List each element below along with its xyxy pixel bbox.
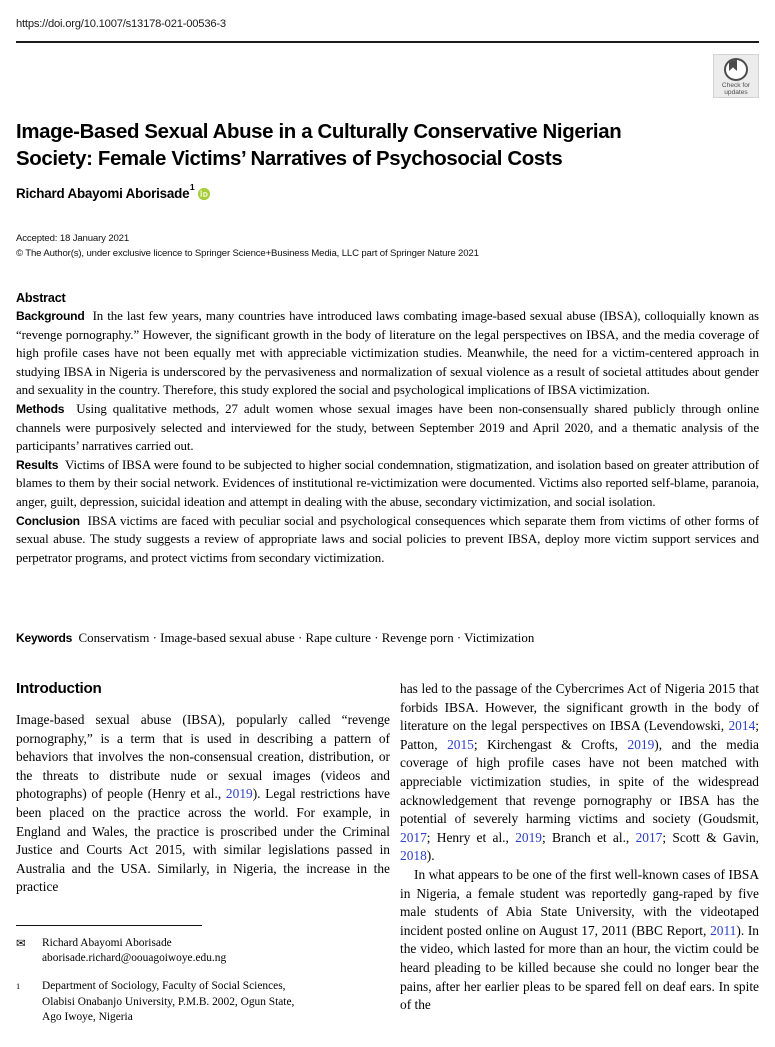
footnote-divider xyxy=(16,925,202,926)
crossmark-label-line2: updates xyxy=(724,89,748,97)
affiliation-line-1: Department of Sociology, Faculty of Social Sciences, xyxy=(42,980,286,993)
rc-text-3: ; Kirchengast & Crofts, xyxy=(473,736,628,752)
citation-henry-etal-2019[interactable]: 2019 xyxy=(515,829,542,845)
rc-text-7: ; Scott & Gavin, xyxy=(662,829,759,845)
abstract-text-methods: Using qualitative methods, 27 adult women whose sexual images have been non-consensually shared publicly through online channels were purposively selected and interviewed for the study, between September 2019 and April 2020, and a thematic analysis of the participants’ narratives carried out. xyxy=(16,401,760,454)
author-affiliation-marker: 1 xyxy=(189,182,195,192)
rc-text-4: ), and the media coverage of high profile cases have not been matched with appreciable victimization studies, in spite of the widespread acknowledgement that revenge pornography or IBSA has the potential of severely harming victims and society (Goudsmit, xyxy=(400,736,760,827)
rc-text-6: ; Branch et al., xyxy=(541,829,636,845)
introduction-heading: Introduction xyxy=(16,680,102,697)
corresponding-author-email[interactable]: aborisade.richard@oouagoiwoye.edu.ng xyxy=(42,952,227,965)
affiliation-line-2: Olabisi Onabanjo University, P.M.B. 2002, Ogun State, xyxy=(42,995,295,1008)
citation-goudsmit-2017[interactable]: 2017 xyxy=(400,829,427,845)
corresponding-author-name: Richard Abayomi Aborisade xyxy=(42,937,172,949)
affiliation-marker: 1 xyxy=(16,982,21,992)
envelope-icon: ✉ xyxy=(16,937,26,950)
footnote-block xyxy=(16,925,390,1025)
citation-branch-etal-2017[interactable]: 2017 xyxy=(635,829,663,845)
citation-bbc-report-2011[interactable]: 2011 xyxy=(710,922,737,938)
author-list xyxy=(16,182,210,201)
affiliation-line-3: Ago Iwoye, Nigeria xyxy=(42,1010,133,1023)
copyright-line: © The Author(s), under exclusive licence to Springer Science+Business Media, LLC part of Springer Nature 2021 xyxy=(16,248,479,259)
crossmark-label-line1: Check for xyxy=(721,81,751,89)
intro-text-part1: Image-based sexual abuse (IBSA), popularly called “revenge pornography,” is a term that is used in describing a pattern of behaviors that involves the non-consensual creation, distribution, or the threats to distribute nude or sexual images (videos and photographs) of people (Henry et al., xyxy=(16,712,390,802)
rc-text-1: has led to the passage of the Cybercrimes Act of Nigeria 2015 that forbids IBSA. However, the significant growth in the body of literature on the legal perspectives on IBSA (Levendowski, xyxy=(400,681,759,734)
abstract-label-results: Results xyxy=(16,457,59,472)
doi-link[interactable]: https://doi.org/10.1007/s13178-021-00536-3 xyxy=(16,18,226,30)
rc2-text-2: ). In the video, which lasted for more than an hour, the victim could be heard pleading to be killed because she could no longer bear the pains, after her earlier pleas to be spared fell on deaf ears. In spite of the xyxy=(400,922,759,1013)
intro-text-part2: ). Legal restrictions have been placed on the practice across the world. For example, in England and Wales, the practice is proscribed under the Criminal Justice and Courts Act 2015, with similar legislations passed in Australia and the USA. Similarly, in Nigeria, the increase in the practice xyxy=(16,786,390,895)
abstract-text-results: Victims of IBSA were found to be subjected to higher social condemnation, stigmatization, and isolation based on greater attribution of blames to them by their social network. Evidences of institutional re-victimization were documented. Victims also reported self-blame, paranoia, anger, guilt, depression, suicidal ideation and attempt in dealing with the abuse, secondary victimization, and social isolation. xyxy=(16,457,759,509)
abstract-paragraph-background xyxy=(16,307,759,400)
abstract-paragraph-methods xyxy=(16,400,759,456)
abstract-text-background: In the last few years, many countries have introduced laws combating image-based sexual abuse (IBSA), colloquially known as “revenge pornography.” However, the significant growth in the body of literature on the legal perspectives on IBSA, and the media coverage of high profile cases have not been equally met with appreciable victimization studies. Meanwhile, the need for a victim-centered approach in studying IBSA in Nigeria is underscored by the pervasiveness and normalization of sexual violence as a result of societal attitudes about gender and sexuality in the country. Therefore, this study explored the social and psychological implications of IBSA victimization. xyxy=(16,309,759,398)
abstract-label-conclusion: Conclusion xyxy=(16,513,80,528)
citation-scott-gavin-2018[interactable]: 2018 xyxy=(400,848,427,864)
crossmark-badge[interactable] xyxy=(713,54,759,98)
intro-paragraph-2 xyxy=(400,680,759,866)
abstract-paragraph-results xyxy=(16,456,759,512)
rc-text-8: ). xyxy=(426,848,435,864)
citation-kirchengast-crofts-2019[interactable]: 2019 xyxy=(627,736,655,752)
corresponding-author-row xyxy=(16,936,390,966)
keywords-row xyxy=(16,629,759,647)
abstract-label-background: Background xyxy=(16,309,85,323)
keywords-label: Keywords xyxy=(16,631,73,645)
abstract-label-methods: Methods xyxy=(16,401,65,416)
crossmark-icon xyxy=(724,58,748,81)
page-title: Image-Based Sexual Abuse in a Culturally Conservative Nigerian Society: Female Victims’ Narratives of Psychosocial Costs xyxy=(16,120,622,170)
body-column-left xyxy=(16,680,390,897)
rc2-text-1: In what appears to be one of the first well-known cases of IBSA in Nigeria, a female student was reportedly gang-raped by five male students of Abia State University, with the videotaped incident posted online on August 17, 2011 (BBC Report, xyxy=(400,866,759,938)
body-column-right xyxy=(400,680,759,1015)
footnote-spacer xyxy=(16,966,390,979)
affiliation-row xyxy=(16,979,390,1025)
rc-text-5: ; Henry et al., xyxy=(426,829,516,845)
abstract-heading: Abstract xyxy=(16,291,66,305)
intro-paragraph-3 xyxy=(400,866,759,1015)
citation-patton-2015[interactable]: 2015 xyxy=(447,736,474,752)
rc-text-2: ; Patton, xyxy=(400,718,759,752)
citation-henry-2019[interactable]: 2019 xyxy=(225,786,253,802)
abstract-text-conclusion: IBSA victims are faced with peculiar social and psychological consequences which separate them from victims of other forms of sexual abuse. The study suggests a review of appropriate laws and social policies to prevent IBSA, deploy more victim support services and perpetrator programs, and protect victims from secondary victimization. xyxy=(16,513,759,565)
author-name: Richard Abayomi Aborisade xyxy=(16,186,190,201)
citation-levendowski-2014[interactable]: 2014 xyxy=(728,718,756,734)
header-divider xyxy=(16,41,759,43)
accepted-date: Accepted: 18 January 2021 xyxy=(16,233,130,244)
intro-paragraph-1 xyxy=(16,711,390,897)
abstract-section xyxy=(16,291,759,567)
abstract-paragraph-conclusion xyxy=(16,512,759,568)
keywords-list: Conservatism · Image-based sexual abuse · Rape culture · Revenge porn · Victimization xyxy=(78,631,535,645)
orcid-id-icon[interactable] xyxy=(198,188,210,200)
